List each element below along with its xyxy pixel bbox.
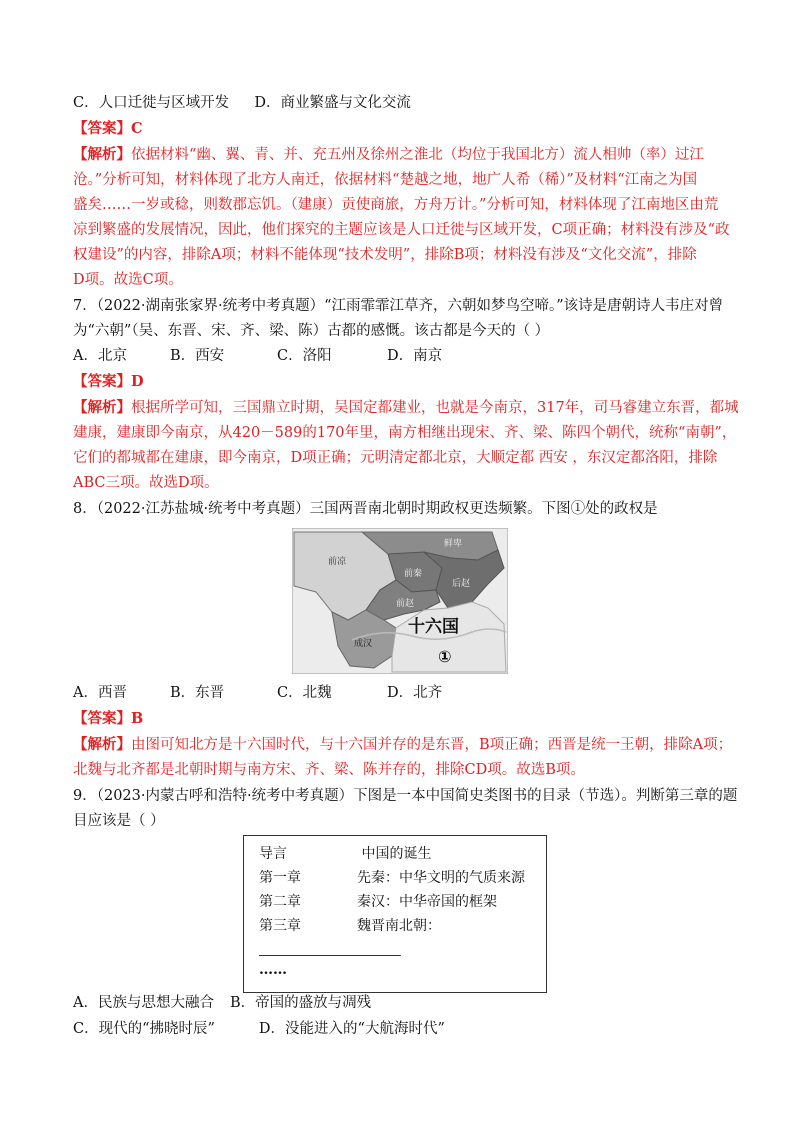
q8-option-d: D．北齐 xyxy=(387,685,443,701)
map-label-qianzhao: 前赵 xyxy=(396,599,415,609)
q7-answer xyxy=(73,372,144,392)
map-label-houzhao: 后赵 xyxy=(452,579,471,589)
sixteen-kingdoms-map xyxy=(292,528,508,674)
q8-option-a: A．西晋 xyxy=(73,685,127,701)
map-marker-1: ① xyxy=(438,647,452,666)
answer-value: B xyxy=(131,710,144,727)
toc-title: 中国的诞生 xyxy=(357,846,432,862)
q7-analysis-line3: 它们的都城都在建康，即今南京，D项正确；元明清定都北京，大顺定都 西安 ，东汉定都洛阳，排除 xyxy=(73,450,718,466)
q7-analysis-line2: 建康，建康即今南京，从420－589的170年里，南方相继出现宋、齐、梁、陈四个朝代，统称“南朝”， xyxy=(73,425,737,441)
q7-options xyxy=(73,346,442,366)
q9-option-d: D．没能进入的“大航海时代” xyxy=(258,1021,445,1037)
analysis-text: 由图可知北方是十六国时代，与十六国并存的是东晋，B项正确；西晋是统一王朝，排除A项； xyxy=(131,737,733,753)
toc-row-intro xyxy=(259,845,431,863)
q6-analysis-line2: 沧。”分析可知，材料体现了北方人南迁，依据材料“楚越之地，地广人希（稀）”及材料“江南之为国 xyxy=(73,172,698,188)
q9-option-c: C．现代的“拂晓时辰” xyxy=(73,1021,215,1037)
q6-analysis-line6: D项。故选C项。 xyxy=(73,272,183,288)
q6-analysis-line4: 凉到繁盛的发展情况，因此，他们探究的主题应该是人口迁徙与区域开发，C项正确；材料没有涉及“政 xyxy=(73,222,730,238)
q8-options xyxy=(73,683,442,703)
q9-stem-line2: 目应该是（ ） xyxy=(73,813,165,829)
toc-title: 先秦：中华文明的气质来源 xyxy=(357,870,525,886)
map-label-xianbei: 鲜卑 xyxy=(444,539,463,549)
map-label-qianliang: 前凉 xyxy=(328,557,347,567)
analysis-label: 【解析】 xyxy=(73,399,131,416)
toc-row-chapter1 xyxy=(259,869,525,887)
toc-chapter: 第二章 xyxy=(259,894,301,910)
q8-analysis-line1 xyxy=(73,735,732,755)
q6-answer xyxy=(73,119,143,139)
q7-option-d: D．南京 xyxy=(387,348,443,364)
q6-analysis-line3: 盛矣……一岁或稔，则数郡忘饥。（建康）贡使商旅，方舟万计。”分析可知，材料体现了江南地区由荒 xyxy=(73,197,719,213)
answer-label: 【答案】 xyxy=(73,373,131,390)
q7-analysis-line4: ABC三项。故选D项。 xyxy=(73,475,219,491)
map-label-qianqin: 前秦 xyxy=(404,569,423,579)
q8-option-b: B．东晋 xyxy=(170,685,225,701)
toc-chapter: 第三章 xyxy=(259,918,301,934)
toc-title: 魏晋南北朝： xyxy=(357,918,441,934)
q8-stem: 8．（2022·江苏盐城·统考中考真题）三国两晋南北朝时期政权更迭频繁。下图①处的政权是 xyxy=(73,501,658,517)
answer-value: C xyxy=(131,120,143,137)
q9-stem-line1: 9．（2023·内蒙古呼和浩特·统考中考真题）下图是一本中国简史类图书的目录（节选）。判断第三章的题 xyxy=(73,788,738,804)
toc-row-chapter3 xyxy=(259,917,441,935)
toc-row-chapter2 xyxy=(259,893,497,911)
table-of-contents-box xyxy=(243,835,547,993)
analysis-text: 根据所学可知，三国鼎立时期，吴国定都建业，也就是今南京，317年，司马睿建立东晋，都城 xyxy=(131,400,739,416)
answer-value: D xyxy=(131,373,144,390)
answer-label: 【答案】 xyxy=(73,120,131,137)
q8-analysis-line2: 北魏与北齐都是北朝时期与南方宋、齐、梁、陈并存的，排除CD项。故选B项。 xyxy=(73,762,585,778)
analysis-label: 【解析】 xyxy=(73,146,131,163)
analysis-label: 【解析】 xyxy=(73,736,131,753)
q7-option-b: B．西安 xyxy=(170,348,225,364)
q6-option-c: C．人口迁徙与区域开发 xyxy=(73,95,230,111)
answer-label: 【答案】 xyxy=(73,710,131,727)
q7-stem-line1: 7．（2022·湖南张家界·统考中考真题）“江雨霏霏江草齐，六朝如梦鸟空啼。”该诗是唐朝诗人韦庄对曾 xyxy=(73,298,724,314)
q6-analysis-line5: 权建设”的内容，排除A项；材料不能体现“技术发明”，排除B项；材料没有涉及“文化交流”，排除 xyxy=(73,247,697,263)
q6-options xyxy=(73,93,411,113)
toc-chapter: 导言 xyxy=(259,846,287,862)
q6-analysis-line1 xyxy=(73,145,704,165)
q8-answer xyxy=(73,709,143,729)
q9-options-row2 xyxy=(73,1019,445,1039)
toc-ellipsis: …… xyxy=(259,962,287,978)
toc-blank-line xyxy=(259,955,401,956)
q9-options-row1 xyxy=(73,993,371,1013)
toc-chapter: 第一章 xyxy=(259,870,301,886)
q9-option-a: A．民族与思想大融合 xyxy=(73,995,214,1011)
q7-analysis-line1 xyxy=(73,398,739,418)
q7-stem-line2: 为“六朝”（吴、东晋、宋、齐、梁、陈）古都的感慨。该古都是今天的（ ） xyxy=(73,323,550,339)
map-label-chenghan: 成汉 xyxy=(354,639,373,649)
q7-option-a: A．北京 xyxy=(73,348,127,364)
q7-option-c: C．洛阳 xyxy=(277,348,332,364)
analysis-text: 依据材料“幽、翼、青、并、充五州及徐州之淮北（均位于我国北方）流人相帅（率）过江 xyxy=(131,147,704,163)
q8-option-c: C．北魏 xyxy=(277,685,332,701)
q6-option-d: D．商业繁盛与文化交流 xyxy=(254,95,411,111)
toc-title: 秦汉：中华帝国的框架 xyxy=(357,894,497,910)
map-label-shiliuguo: 十六国 xyxy=(408,617,459,637)
q9-option-b: B．帝国的盛放与凋残 xyxy=(229,995,372,1011)
